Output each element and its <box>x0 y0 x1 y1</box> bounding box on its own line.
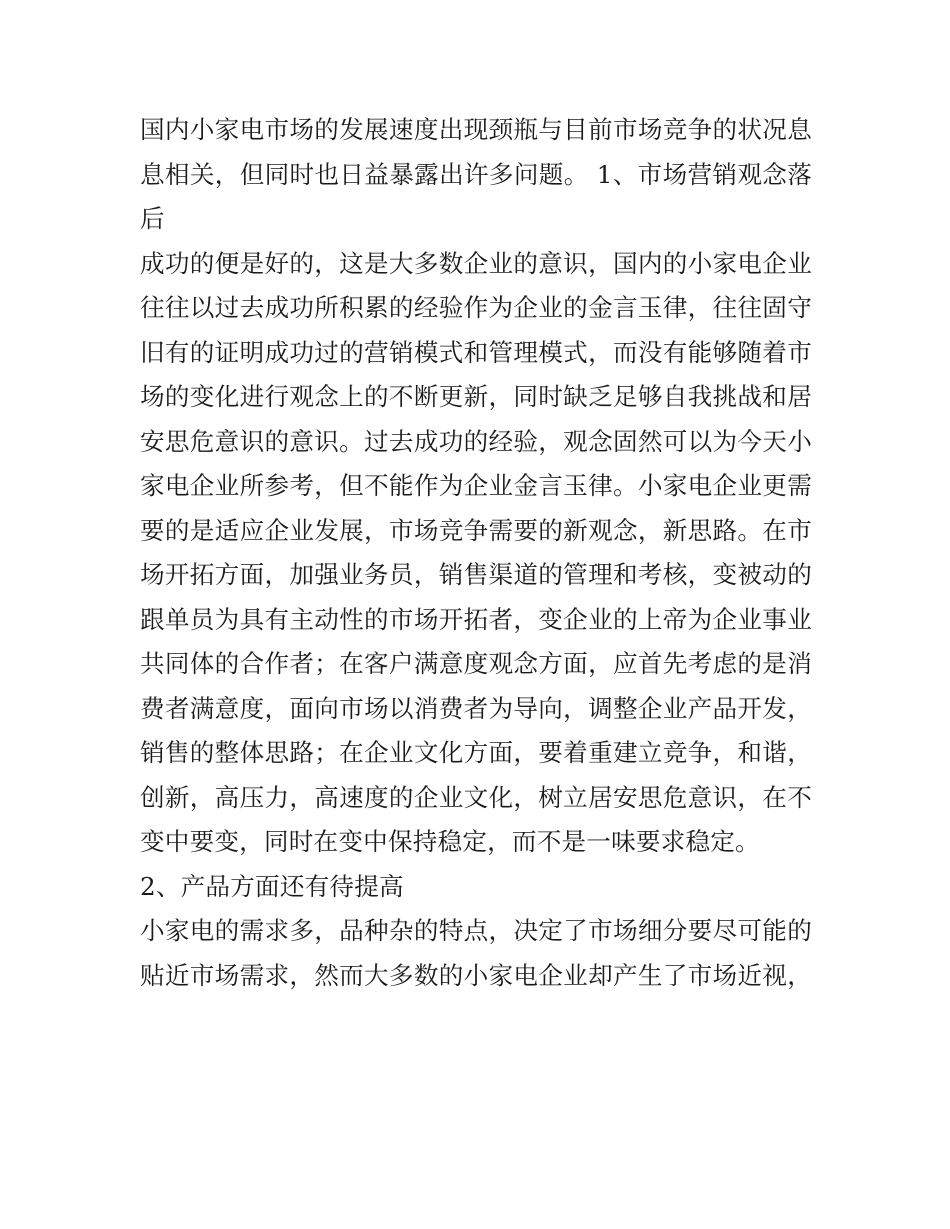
section-heading-product <box>140 865 812 910</box>
text-line: 国内小家电市场的发展速度出现颈瓶与目前市场竞争的状况息 <box>140 115 812 144</box>
text-line: 共同体的合作者；在客户满意度观念方面，应首先考虑的是消 <box>140 649 812 678</box>
text-line: 要的是适应企业发展，市场竞争需要的新观念，新思路。在市 <box>140 515 812 545</box>
paragraph-product <box>140 909 812 998</box>
text-line: 安思危意识的意识。过去成功的经验，观念固然可以为今天小 <box>140 426 812 456</box>
text-line: 变中要变，同时在变中保持稳定，而不是一味要求稳定。 <box>140 827 760 856</box>
text-line: 家电企业所参考，但不能作为企业金言玉律。小家电企业更需 <box>140 471 812 500</box>
text-line: 旧有的证明成功过的营销模式和管理模式，而没有能够随着市 <box>140 337 812 367</box>
text-line: 创新，高压力，高速度的企业文化，树立居安思危意识，在不 <box>140 782 812 812</box>
text-line: 销售的整体思路；在企业文化方面，要着重建立竞争，和谐， <box>140 738 812 767</box>
text-line: 场开拓方面，加强业务员，销售渠道的管理和考核，变被动的 <box>140 560 812 589</box>
text-line: 小家电的需求多，品种杂的特点，决定了市场细分要尽可能的 <box>140 916 812 945</box>
text-line: 息相关，但同时也日益暴露出许多问题。 1、市场营销观念落 <box>140 159 812 189</box>
document-body <box>140 108 812 998</box>
paragraph-intro <box>140 108 812 242</box>
text-line: 往往以过去成功所积累的经验作为企业的金言玉律，往往固守 <box>140 293 812 322</box>
text-line: 贴近市场需求，然而大多数的小家电企业却产生了市场近视， <box>140 960 812 990</box>
text-line: 跟单员为具有主动性的市场开拓者，变企业的上帝为企业事业 <box>140 604 812 634</box>
text-line: 场的变化进行观念上的不断更新，同时缺乏足够自我挑战和居 <box>140 382 812 411</box>
paragraph-marketing-concept <box>140 242 812 865</box>
text-line: 成功的便是好的，这是大多数企业的意识，国内的小家电企业 <box>140 248 812 278</box>
text-line: 后 <box>140 204 165 233</box>
text-line: 费者满意度，面向市场以消费者为导向，调整企业产品开发， <box>140 693 812 723</box>
heading-line: 2、产品方面还有待提高 <box>140 871 404 901</box>
